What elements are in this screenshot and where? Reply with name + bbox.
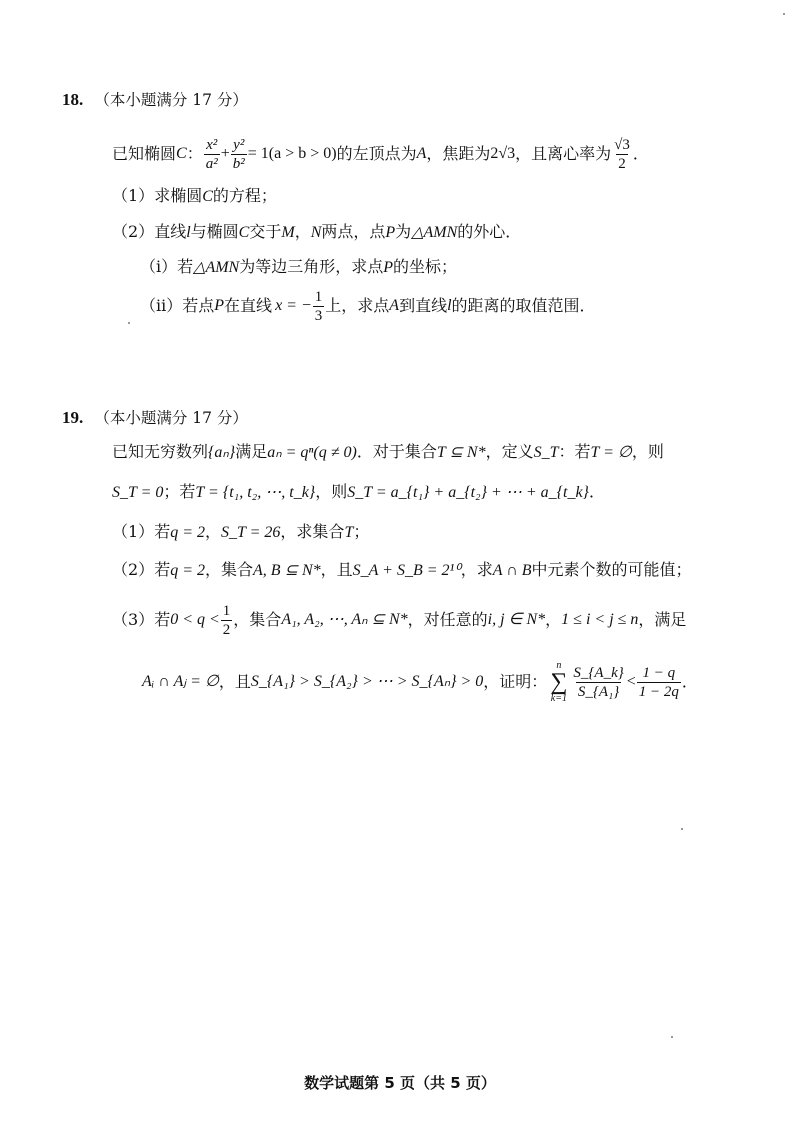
q18-p2-t2: 与椭圆: [190, 222, 239, 241]
q19-p2-t5: 中元素个数的可能值；: [531, 560, 692, 579]
q19-s2-t1: ；若: [163, 482, 196, 501]
q19-s2-s0: S_T = 0: [112, 484, 164, 501]
q19-sum-symbol: [550, 660, 567, 704]
q18-p2i-t3: 的坐标；: [393, 257, 458, 276]
q18-p2-c: C: [238, 224, 250, 241]
q18-p2ii-l: l: [447, 297, 452, 314]
q18-stem-pre: 已知椭圆: [112, 144, 177, 163]
q18-p2ii-t1: 若点: [182, 296, 215, 315]
q18-stem: [112, 132, 649, 176]
q18-p2-t5: 两点，点: [321, 222, 386, 241]
q18-p2i-label: （ⅰ）: [140, 257, 178, 276]
q18-p2-m: M: [281, 224, 295, 241]
q19-stem-line2: [112, 482, 605, 503]
q18-focal: 2√3: [490, 145, 516, 162]
q18-p2ii-t3: 上，求点: [325, 296, 390, 315]
q18-p1-pre: 求椭圆: [154, 186, 203, 205]
q18-end: ．: [632, 144, 649, 163]
q19-s2-tset: T = {t₁, t₂, ⋯, t_k}: [195, 484, 316, 501]
q19-p1-t4: ；: [353, 522, 370, 541]
q19-sum-frac-den: S_{A₁}: [577, 683, 620, 700]
q18-p2-l: l: [186, 224, 191, 241]
q18-p2ii-t5: 的距离的取值范围．: [451, 296, 596, 315]
q19-part1: [112, 522, 369, 543]
q19-part3: [112, 598, 686, 642]
q19-p3-t5: ，满足: [638, 610, 687, 629]
q18-a2: a²: [205, 155, 218, 172]
q19-s1-t3: ．对于集合: [356, 442, 437, 461]
q19-heading: [62, 408, 248, 428]
q19-p3b-t2: ，证明：: [483, 672, 548, 691]
q19-p3-half-den: 2: [222, 621, 231, 638]
q19-p1-t3: ，求集合: [280, 522, 345, 541]
q18-p2-n: N: [310, 224, 322, 241]
q19-p3-half-num: 1: [222, 602, 231, 619]
q19-number: 19.: [62, 408, 84, 427]
q18-p1-label: （1）: [112, 186, 155, 205]
q19-sum-frac-num: S_{A_k}: [573, 664, 624, 681]
q18-part2: [112, 222, 521, 243]
q19-p1-st: S_T = 26: [221, 524, 281, 541]
q19-p1-label: （1）: [112, 522, 155, 541]
q18-p2i-t2: 为等边三角形，求点: [239, 257, 384, 276]
q19-p2-t1: 若: [154, 560, 171, 579]
q19-p3-t4: ，: [545, 610, 562, 629]
q19-p2-q: q = 2: [170, 562, 205, 579]
q19-stem-line1: [112, 442, 664, 463]
q19-p2-ab: A, B ⊆ N*: [253, 562, 321, 579]
q19-p2-eq: S_A + S_B = 2¹⁰: [352, 562, 461, 579]
q18-frac-y: [231, 136, 247, 173]
q19-rhs-num: 1 − q: [642, 664, 676, 681]
q19-s1-t4: ，定义: [485, 442, 534, 461]
q18-ellipse-label: C: [176, 145, 187, 162]
q19-p2-t3: ，且: [320, 560, 353, 579]
q18-p2-triangle: △AMN: [411, 224, 458, 241]
q19-points: （本小题满分 17 分）: [94, 409, 248, 427]
page-footer: 数学试题第 5 页（共 5 页）: [304, 1074, 496, 1092]
q19-p3-t2: ，集合: [233, 610, 282, 629]
q18-p2-t7: 的外心．: [457, 222, 522, 241]
q18-plus: +: [220, 145, 230, 162]
q19-s1-sub: T ⊆ N*: [436, 444, 486, 461]
q18-b2: b²: [232, 155, 245, 172]
sigma-icon: ∑: [550, 669, 568, 695]
q19-p3-ineq: 1 ≤ i < j ≤ n: [561, 611, 639, 628]
q19-p3b-t1: ，且: [218, 672, 251, 691]
q19-s1-empty: T = ∅: [590, 444, 632, 461]
q19-p2-t4: ，求: [460, 560, 493, 579]
q19-p1-t1: 若: [154, 522, 171, 541]
q19-p3-t1: 若: [154, 610, 171, 629]
q19-rhs-frac: [637, 664, 681, 701]
q18-p2-t6: 为: [395, 222, 412, 241]
q18-p2ii-eq: x = −: [275, 297, 312, 314]
q19-p1-t2: ，: [205, 522, 222, 541]
q19-s1-t5: ：若: [558, 442, 591, 461]
q19-s1-st: S_T: [533, 444, 559, 461]
q19-s1-t1: 已知无穷数列: [112, 442, 209, 461]
q19-part3-cont: [142, 656, 698, 708]
q18-e-den: 2: [618, 155, 626, 172]
q19-p1-t: T: [344, 524, 354, 541]
q19-p3-t3: ，对任意的: [407, 610, 488, 629]
q18-p2i-p: P: [383, 259, 394, 276]
q19-s2-sum: S_T = a_{t₁} + a_{t₂} + ⋯ + a_{t_k}: [347, 484, 589, 501]
q18-p2ii-label: （ⅱ）: [140, 296, 183, 315]
q19-sum-frac: [571, 664, 625, 701]
q18-p2ii-a: A: [389, 297, 400, 314]
q18-p2ii-den: 3: [314, 307, 323, 324]
scan-speck: [681, 828, 683, 830]
q18-p2ii-frac: [313, 288, 325, 325]
q18-p2i-t1: 若: [177, 257, 194, 276]
q18-p2ii-p: P: [214, 297, 225, 314]
q19-p3-ij: i, j ∈ N*: [487, 611, 546, 628]
q19-s2-t3: ．: [588, 482, 605, 501]
q18-part2-ii: [140, 284, 596, 328]
q18-part1: [112, 186, 277, 207]
q18-colon: ：: [186, 144, 203, 163]
q18-e-num: √3: [614, 136, 630, 153]
q19-p2-label: （2）: [112, 560, 155, 579]
q18-cond: = 1(a > b > 0): [247, 145, 337, 162]
q18-point-a: A: [416, 145, 427, 162]
q19-sum-top: n: [556, 660, 562, 671]
q19-lt: <: [626, 673, 636, 690]
q19-p3b-cap: Aᵢ ∩ Aⱼ = ∅: [142, 673, 219, 690]
q19-p2-t2: ，集合: [205, 560, 254, 579]
q18-p2ii-t4: 到直线: [399, 296, 448, 315]
q18-frac-x: [204, 136, 220, 173]
q19-s1-def: aₙ = qⁿ(q ≠ 0): [267, 444, 357, 461]
q19-s1-t2: 满足: [235, 442, 268, 461]
q18-points: （本小题满分 17 分）: [94, 91, 248, 109]
q18-p2i-triangle: △AMN: [193, 259, 240, 276]
q18-x2: x²: [206, 136, 218, 153]
q18-p2ii-num: 1: [314, 288, 323, 305]
q18-heading: [62, 90, 248, 110]
q19-s2-t2: ，则: [315, 482, 348, 501]
q18-p1-post: 的方程；: [212, 186, 277, 205]
q19-p1-q: q = 2: [170, 524, 205, 541]
q18-y2: y²: [233, 136, 245, 153]
q18-p1-c: C: [202, 188, 213, 205]
q18-mid3: ，且离心率为: [515, 144, 612, 163]
q19-p3b-end: ．: [681, 672, 698, 691]
scan-speck: [128, 322, 130, 324]
q19-s1-seq: {aₙ}: [208, 444, 236, 461]
q18-p2-t3: 交于: [249, 222, 282, 241]
q18-number: 18.: [62, 90, 84, 109]
q18-p2-p: P: [385, 224, 396, 241]
q18-p2-t4: ，: [294, 222, 311, 241]
q18-eccentricity: [612, 136, 632, 173]
q19-p3-half: [221, 602, 233, 639]
q18-p2-label: （2）: [112, 222, 155, 241]
q19-p3-sets: A₁, A₂, ⋯, Aₙ ⊆ N*: [281, 611, 408, 628]
q19-sum-bottom: k=1: [550, 693, 567, 704]
q18-mid2: ，焦距为: [426, 144, 491, 163]
q19-s1-t6: ，则: [631, 442, 664, 461]
q19-p3-label: （3）: [112, 610, 155, 629]
scan-speck: [783, 13, 785, 15]
q18-p2-t1: 直线: [154, 222, 187, 241]
q18-mid1: 的左顶点为: [336, 144, 417, 163]
q19-rhs-den: 1 − 2q: [638, 683, 679, 700]
q18-part2-i: [140, 257, 457, 278]
scan-speck: [671, 1036, 673, 1038]
q18-p2ii-t2: 在直线: [224, 296, 273, 315]
q19-p2-cap: A ∩ B: [492, 562, 532, 579]
q19-p3-cond: 0 < q <: [170, 611, 220, 628]
q19-p3b-chain: S_{A₁} > S_{A₂} > ⋯ > S_{Aₙ} > 0: [250, 673, 484, 690]
q19-part2: [112, 560, 692, 581]
